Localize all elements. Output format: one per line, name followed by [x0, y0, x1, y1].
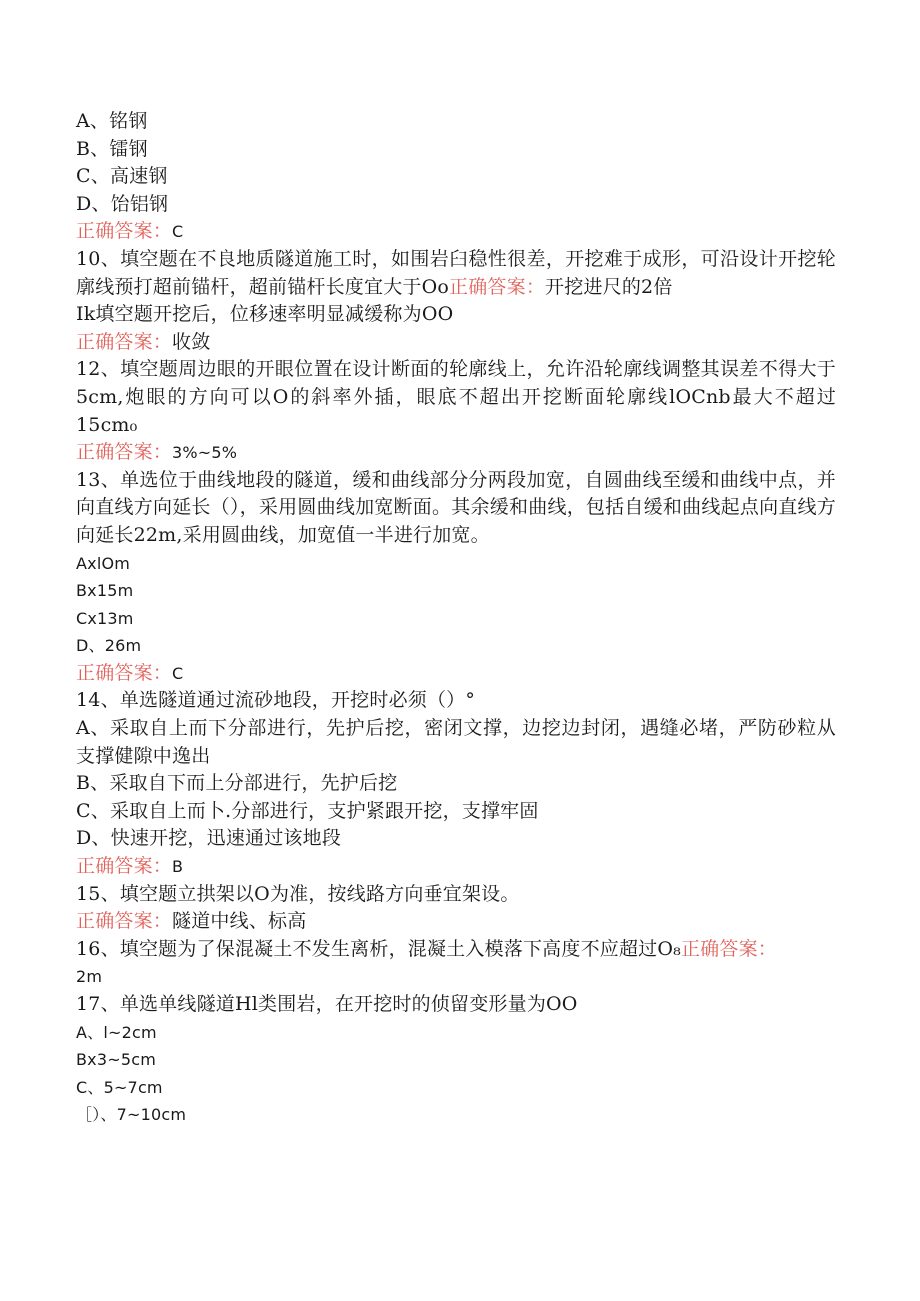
option-line: B、镭钢 [76, 137, 148, 160]
option-line: B、采取自下而上分部进行，先护后挖 [76, 772, 398, 795]
answer-value: C [172, 663, 184, 683]
answer-line [76, 853, 836, 881]
option-line: A、l~2cm [76, 1022, 157, 1042]
answer-value: C [172, 222, 184, 242]
option-line: A、铭钢 [76, 110, 148, 132]
question-line: 12、填空题周边眼的开眼位置在设计断面的轮廓线上，允许沿轮廓线调整其误差不得大于5cm,炮眼的方向可以O的斜率外插，眼底不超出开挖断面轮廓线lOCnb最大不超过15cm₀ [76, 358, 836, 436]
answer-value: 2m [76, 967, 103, 987]
option-line: C、高速钢 [76, 165, 168, 188]
answer-label: 正确答案： [76, 661, 173, 684]
answer-value: 隧道中线、标高 [172, 910, 307, 933]
document-page [76, 108, 836, 1129]
question-line: Ik填空题开挖后，位移速率明显减缓称为OO [76, 303, 454, 326]
answer-label: 正确答案： [76, 330, 173, 353]
answer-line [76, 660, 836, 688]
question-text: 16、填空题为了保混凝土不发生离析，混凝土入模落下高度不应超过O₈ [76, 937, 681, 960]
option-line: Cx13m [76, 608, 134, 628]
answer-line [76, 329, 836, 357]
option-line: C、5~7cm [76, 1077, 163, 1097]
question-line: 14、单选隧道通过流砂地段，开挖时必须（）° [76, 689, 476, 712]
answer-value: 收敛 [172, 330, 211, 353]
option-line: D、快速开挖，迅速通过该地段 [76, 827, 342, 850]
answer-line [76, 439, 836, 467]
answer-value: 开挖进尺的2倍 [545, 275, 673, 298]
question-line [76, 936, 836, 991]
question-text: 10、填空题在不良地质隧道施工时，如围岩臼稳性很差，开挖难于成形，可沿设计开挖轮廓线预打超前锚杆，超前锚杆长度宜大于Oo [76, 247, 836, 298]
option-line: Bx15m [76, 581, 134, 601]
answer-label: 正确答案： [76, 220, 173, 243]
answer-label: 正确答案： [680, 937, 777, 960]
option-line: AxlOm [76, 553, 131, 573]
question-line: 15、填空题立拱架以O为准，按线路方向垂宜架设。 [76, 882, 520, 905]
answer-line [76, 908, 836, 936]
option-line: ［）、7~10cm [76, 1105, 187, 1125]
question-line: 17、单选单线隧道Hl类围岩，在开挖时的侦留变形量为OO [76, 993, 578, 1015]
option-line: A、采取自上而下分部进行，先护后挖，密闭文撑，边挖边封闭，遇缝必堵，严防砂粒从支撑健隙中逸出 [76, 717, 836, 767]
option-line: D、26m [76, 636, 142, 656]
option-line: D、饴铝钢 [76, 192, 169, 215]
answer-label: 正确答案： [76, 910, 173, 933]
answer-value: B [172, 857, 184, 877]
answer-label: 正确答案： [76, 441, 173, 464]
question-line: 13、单选位于曲线地段的隧道，缓和曲线部分分两段加宽，自圆曲线至缓和曲线中点，并向直线方向延长（），采用圆曲线加宽断面。其余缓和曲线，包括自缓和曲线起点向直线方向延长22m,采用圆曲线，加宽值一半进行加宽。 [76, 468, 836, 546]
answer-label: 正确答案： [449, 275, 546, 298]
answer-value: 3%~5% [172, 443, 238, 463]
question-line [76, 246, 836, 301]
answer-line [76, 218, 836, 246]
option-line: C、采取自上而卜.分部进行，支护紧跟开挖，支撑牢固 [76, 799, 539, 822]
option-line: Bx3~5cm [76, 1050, 156, 1070]
answer-label: 正确答案： [76, 855, 173, 878]
